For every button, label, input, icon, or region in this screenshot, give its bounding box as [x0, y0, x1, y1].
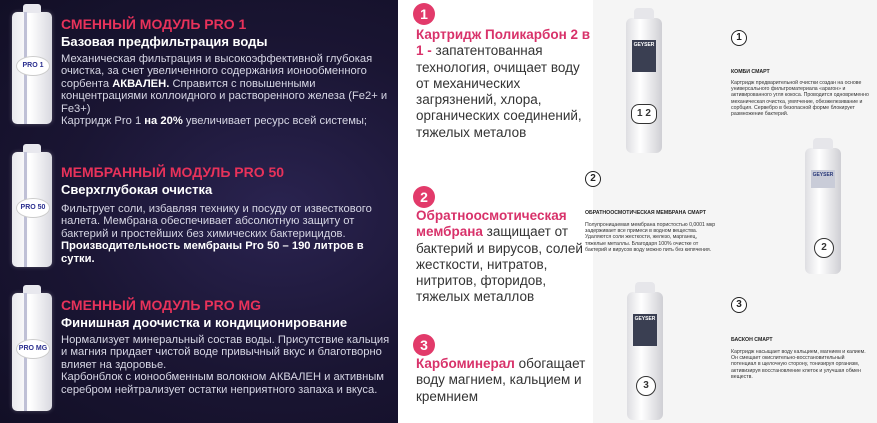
- step-2-description: защищает от бактерий и вирусов, солей жесткости, нитратов, нитритов, фторидов, тяжелых металлов: [416, 224, 583, 305]
- pro1-logo: PRO 1: [16, 56, 50, 76]
- step-1-description: запатентованная технология, очищает воду от механических загрязнений, хлора, органических соединений, тяжелых металов: [416, 43, 582, 140]
- cart-2-number: 2: [814, 238, 834, 258]
- module-pro1-subtitle: Базовая предфильтрация воды: [61, 34, 268, 49]
- pro50-cartridge-image: [12, 152, 52, 267]
- module-pro50-title: МЕМБРАННЫЙ МОДУЛЬ PRO 50: [61, 164, 285, 180]
- module-pro50-description: [61, 203, 395, 265]
- membrane-smart-cartridge-image: [805, 148, 841, 274]
- membrane-smart-description: Полупроницаемая мембрана пористостью 0,0001 мкр задерживает все примеси в водном вещества. Удаляются соли жесткости, железо, марганец, тяжелые металлы. Благодаря 100% очистке от бактерий и вирусов воду можно пить без кипячения.: [585, 222, 716, 253]
- combi-smart-cartridge-image: [626, 18, 662, 153]
- module-pro50-performance: Производительность мембраны Pro 50 – 190 литров в сутки.: [61, 240, 364, 265]
- middle-panel: [398, 0, 593, 423]
- step-3-text: [416, 356, 591, 405]
- step-3-badge: 3: [413, 334, 435, 356]
- bascon-smart-title: БАСКОН СМАРТ: [731, 337, 773, 343]
- cart-3-number: 3: [636, 376, 656, 396]
- bascon-smart-description: Картридж насыщает воду кальцием, магнием и калием. Он смещает окислительно-восстановительный потенциал в щелочную сторону, тонизируя организм, активизируя восстановление клеток и улучшая обмен веществ.: [731, 349, 866, 380]
- module-pro1-title: СМЕННЫЙ МОДУЛЬ PRO 1: [61, 16, 247, 32]
- pro1-cartridge-image: [12, 12, 52, 124]
- combi-smart-badge: 1: [731, 30, 747, 46]
- combi-smart-description: Картридж предварительной очистки создан на основе универсального фильтроматериала «арагон» и активированного угля кокоса. Проводится одновременно механическая очистка, умягчение, обезжелезивание и сорбция. Сервебро в безопасной форме блокирует размножение бактерий.: [731, 80, 869, 118]
- promg-logo: PRO MG: [16, 339, 50, 359]
- cart-1-number: 1 2: [631, 104, 657, 124]
- module-pro50-subtitle: Сверхглубокая очистка: [61, 182, 213, 197]
- cart-3-brand: GEYSER: [634, 316, 656, 322]
- module-pro1-description: [61, 53, 395, 127]
- membrane-smart-badge: 2: [585, 171, 601, 187]
- bascon-smart-badge: 3: [731, 297, 747, 313]
- module-pro1-resource-bold: на 20%: [144, 115, 183, 128]
- membrane-smart-title: ОБРАТНООСМОТИЧЕСКАЯ МЕМБРАНА СМАРТ: [585, 210, 706, 216]
- module-promg-title: СМЕННЫЙ МОДУЛЬ PRO MG: [61, 297, 262, 313]
- combi-smart-title: КОМБИ СМАРТ: [731, 69, 770, 75]
- module-promg-text: Нормализует минеральный состав воды. Присутствие кальция и магния придает чистой воде привычный вкус и благотворно влияет на здоровье.: [61, 334, 390, 371]
- module-promg-subtitle: Финишная доочистка и кондиционирование: [61, 315, 348, 330]
- step-3-description: обогащает воду магнием, кальцием и кремнием: [416, 356, 586, 404]
- module-promg-description: [61, 334, 395, 396]
- module-pro1-resource-b: увеличивает ресурс всей системы;: [185, 115, 368, 128]
- module-promg-text-b: Карбонблок с ионообменным волокном АКВАЛЕН и активным серебром нейтрализует остатки неприятного запаха и вкуса.: [61, 371, 384, 396]
- module-pro1-text: Механическая фильтрация и высокоэффективной глубокая очистка, за счет увеличенного содержания ионообменного сорбента: [61, 53, 373, 90]
- module-pro1-bold: АКВАЛЕН.: [112, 77, 170, 90]
- cart-2-brand: GEYSER: [812, 172, 834, 178]
- step-2-badge: 2: [413, 186, 435, 208]
- module-pro50-text: Фильтрует соли, избавляя технику и посуду от известкового налета. Мембрана обеспечивает абсолютную защиту от бактерий и простейших без химических бактерицидов.: [61, 203, 372, 240]
- module-pro1-resource-a: Картридж Pro 1: [61, 115, 142, 128]
- step-1-title: Картридж Поликарбон 2 в 1 -: [416, 27, 591, 59]
- right-panel: [585, 0, 877, 423]
- step-1-badge: 1: [413, 3, 435, 25]
- promg-cartridge-image: [12, 293, 52, 411]
- step-1-text: [416, 27, 591, 141]
- step-2-title: Обратноосмотическая мембрана: [416, 208, 567, 240]
- left-panel: [0, 0, 398, 423]
- step-2-text: [416, 208, 591, 306]
- bascon-smart-cartridge-image: [627, 292, 663, 420]
- cart-1-brand: GEYSER: [633, 42, 655, 48]
- module-pro1-text-b: Справится с повышенными концентрациями коллоидного и растворенного железа (Fe2+ и Fe3+): [61, 77, 388, 115]
- pro50-logo: PRO 50: [16, 198, 50, 218]
- step-3-title: Карбоминерал: [416, 356, 515, 371]
